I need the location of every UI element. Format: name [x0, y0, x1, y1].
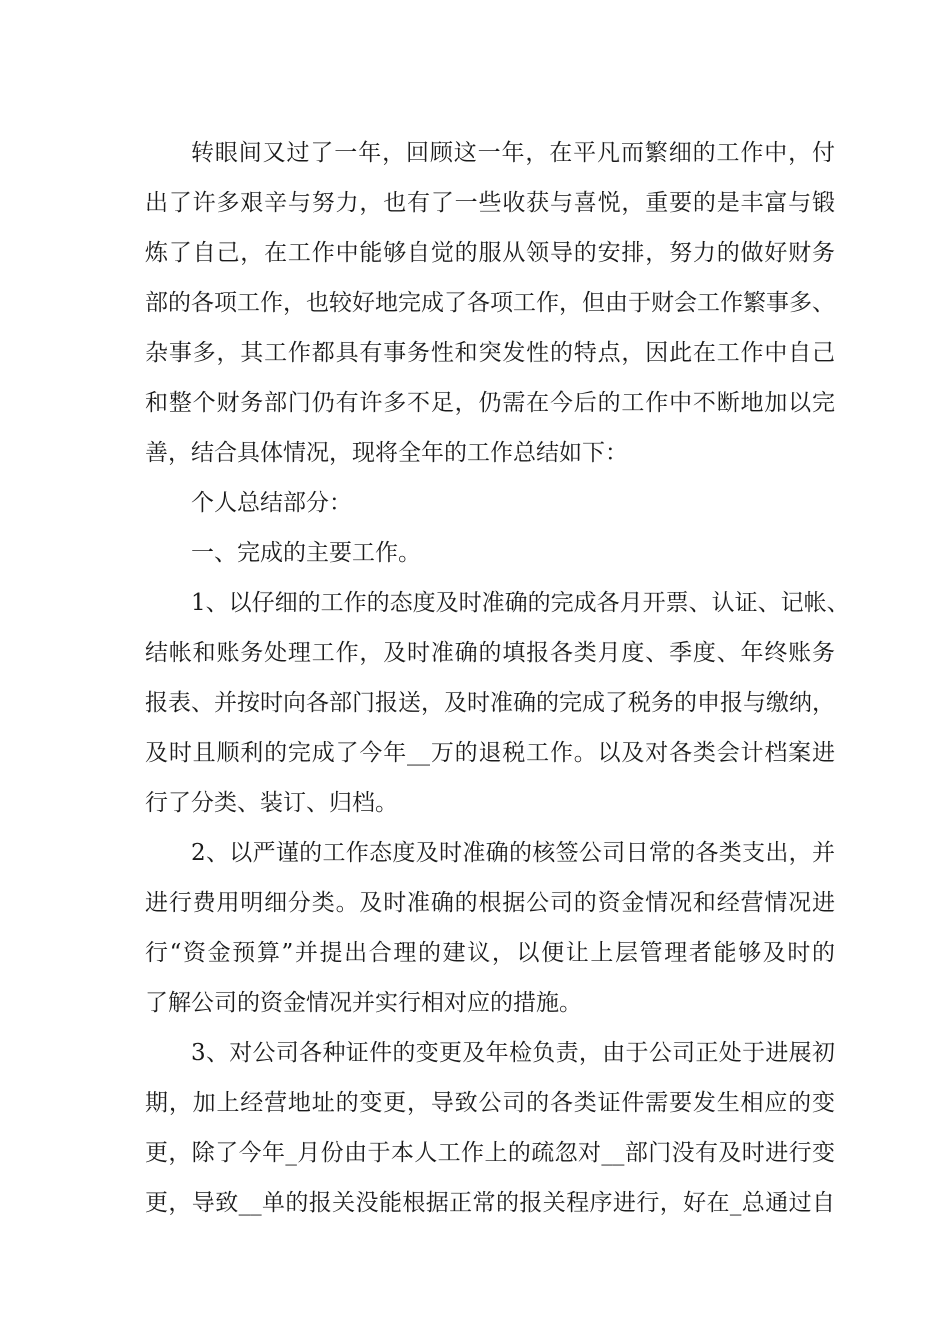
text-line: 结帐和账务处理工作，及时准确的填报各类月度、季度、年终账务 — [145, 640, 835, 666]
text-line: 部的各项工作，也较好地完成了各项工作，但由于财会工作繁事多、 — [145, 290, 835, 316]
text-line: 更，导致__单的报关没能根据正常的报关程序进行，好在_总通过自 — [145, 1190, 835, 1216]
text-line: 善，结合具体情况，现将全年的工作总结如下： — [145, 440, 628, 466]
text-line: 和整个财务部门仍有许多不足，仍需在今后的工作中不断地加以完 — [145, 390, 835, 416]
paragraph-item-2 — [145, 828, 835, 1028]
text-line: 行“资金预算”并提出合理的建议，以便让上层管理者能够及时的 — [145, 940, 835, 966]
text-line: 行了分类、装订、归档。 — [145, 790, 398, 816]
text-line: 进行费用明细分类。及时准确的根据公司的资金情况和经营情况进 — [145, 890, 835, 916]
paragraph-item-3 — [145, 1028, 835, 1228]
paragraph-item-1 — [145, 578, 850, 828]
text-line: 1、以仔细的工作的态度及时准确的完成各月开票、认证、记帐、 — [191, 590, 850, 616]
text-line: 了解公司的资金情况并实行相对应的措施。 — [145, 990, 582, 1016]
text-line: 期，加上经营地址的变更，导致公司的各类证件需要发生相应的变 — [145, 1090, 835, 1116]
text-line: 出了许多艰辛与努力，也有了一些收获与喜悦，重要的是丰富与锻 — [145, 190, 835, 216]
text-line: 2、以严谨的工作态度及时准确的核签公司日常的各类支出，并 — [191, 840, 835, 866]
heading-text: 个人总结部分： — [191, 490, 352, 516]
text-line: 及时且顺利的完成了今年__万的退税工作。以及对各类会计档案进 — [145, 740, 835, 766]
document-body — [145, 128, 850, 1228]
text-line: 更，除了今年_月份由于本人工作上的疏忽对__部门没有及时进行变 — [145, 1140, 835, 1166]
text-line: 报表、并按时向各部门报送，及时准确的完成了税务的申报与缴纳， — [145, 690, 835, 716]
paragraph-intro — [145, 128, 835, 478]
section-heading-personal-summary — [145, 478, 835, 528]
text-line: 3、对公司各种证件的变更及年检负责，由于公司正处于进展初 — [191, 1040, 835, 1066]
text-line: 炼了自己，在工作中能够自觉的服从领导的安排，努力的做好财务 — [145, 240, 835, 266]
text-line: 杂事多，其工作都具有事务性和突发性的特点，因此在工作中自己 — [145, 340, 835, 366]
section-heading-main-work — [145, 528, 835, 578]
heading-text: 一、完成的主要工作。 — [191, 540, 421, 566]
text-line: 转眼间又过了一年，回顾这一年，在平凡而繁细的工作中，付 — [191, 140, 835, 166]
